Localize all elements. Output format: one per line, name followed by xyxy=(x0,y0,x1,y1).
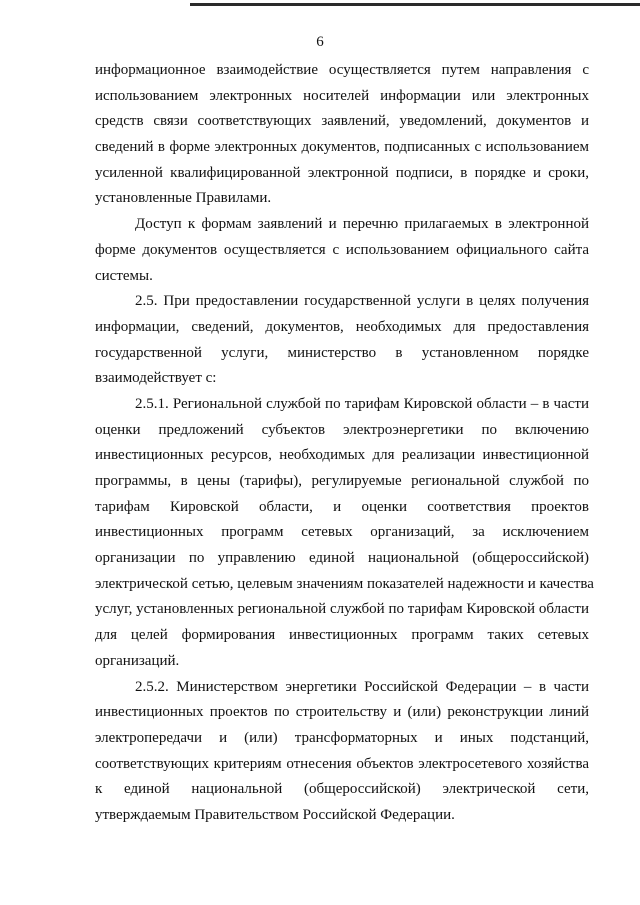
document-body xyxy=(95,58,594,829)
text-line: инвестиционных проектов по строительству и (или) реконструкции линий xyxy=(95,704,589,721)
text-line: оценки предложений субъектов электроэнергетики по включению xyxy=(95,421,589,438)
text-line: Доступ к формам заявлений и перечню прилагаемых в электронной xyxy=(135,216,589,233)
text-line: взаимодействует с: xyxy=(95,370,217,387)
text-line: к единой национальной (общероссийской) электрической сети, xyxy=(95,781,589,798)
text-line: 2.5. При предоставлении государственной услуги в целях получения xyxy=(135,293,589,310)
text-line: усиленной квалифицированной электронной подписи, в порядке и сроки, xyxy=(95,164,589,181)
paragraph xyxy=(95,289,589,392)
text-line: установленные Правилами. xyxy=(95,190,272,207)
text-line: 2.5.1. Региональной службой по тарифам Кировской области – в части xyxy=(135,395,589,412)
text-line: 2.5.2. Министерством энергетики Российской Федерации – в части xyxy=(135,678,589,695)
paragraph xyxy=(95,392,594,675)
text-line: инвестиционных ресурсов, необходимых для реализации инвестиционной xyxy=(95,447,589,464)
text-line: для целей формирования инвестиционных программ таких сетевых xyxy=(95,627,589,644)
text-line: информации, сведений, документов, необходимых для предоставления xyxy=(95,318,589,335)
paragraph xyxy=(95,675,589,829)
text-line: использованием электронных носителей информации или электронных xyxy=(95,87,589,104)
text-line: системы. xyxy=(95,267,153,284)
text-line: государственной услуги, министерство в установленном порядке xyxy=(95,344,589,361)
scan-edge-line xyxy=(190,3,640,6)
text-line: тарифам Кировской области, и оценки соответствия проектов xyxy=(95,498,589,515)
paragraph xyxy=(95,212,589,289)
text-line: утверждаемым Правительством Российской Федерации. xyxy=(95,806,455,823)
paragraph xyxy=(95,58,589,212)
text-line: электропередачи и (или) трансформаторных и иных подстанций, xyxy=(95,729,589,746)
text-line: организации по управлению единой национальной (общероссийской) xyxy=(95,550,589,567)
text-line: электрической сетью, целевым значениям показателей надежности и качества xyxy=(95,575,594,592)
text-line: информационное взаимодействие осуществляется путем направления с xyxy=(95,62,589,78)
text-line: услуг, установленных региональной службой по тарифам Кировской области xyxy=(95,601,589,618)
text-line: средств связи соответствующих заявлений, уведомлений, документов и xyxy=(95,113,589,130)
text-line: программы, в цены (тарифы), регулируемые региональной службой по xyxy=(95,473,589,489)
text-line: форме документов осуществляется с использованием официального сайта xyxy=(95,241,589,258)
page-number: 6 xyxy=(316,34,324,50)
text-line: инвестиционных программ сетевых организаций, за исключением xyxy=(95,524,589,541)
text-line: организаций. xyxy=(95,652,180,669)
text-line: сведений в форме электронных документов, подписанных с использованием xyxy=(95,139,589,156)
text-line: соответствующих критериям отнесения объектов электросетевого хозяйства xyxy=(95,755,589,772)
